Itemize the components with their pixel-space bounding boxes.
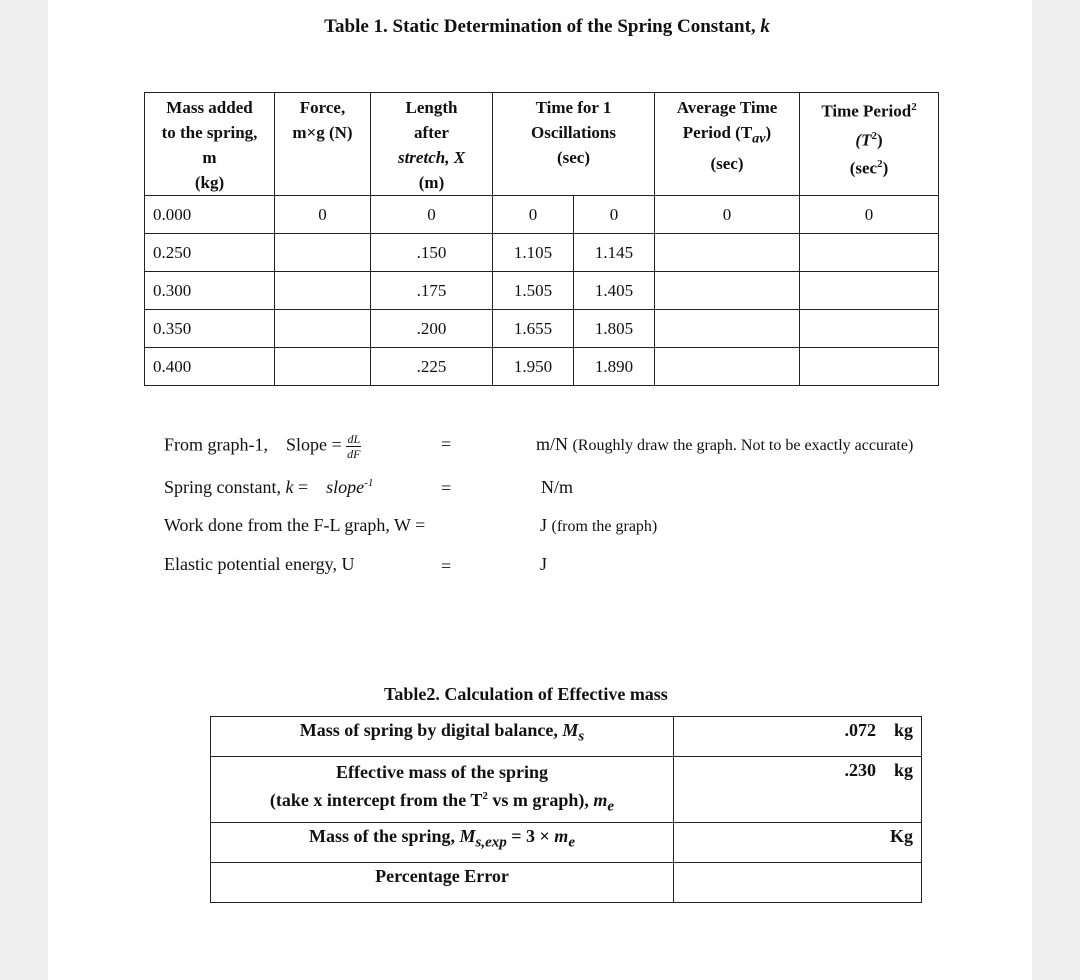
title-variable: k [760,16,770,37]
cell-average [655,234,800,272]
cell-force [275,348,371,386]
header-text: to the spring, [161,123,258,142]
variable: m [554,826,569,846]
effective-mass-table [210,716,922,903]
cell-period [800,234,939,272]
cell-time1: 1.505 [493,272,574,310]
table-row [211,717,922,757]
header-mass [145,93,275,196]
k-equals: = [293,477,313,497]
cell-value [674,757,922,823]
k-variable: k [285,477,294,497]
cell-length: 0 [371,196,493,234]
header-text: (T [855,130,872,150]
header-text: ) [882,158,889,178]
slope-word: Slope = [285,434,342,455]
work-label: Work done from the F-L graph, W = [164,515,426,535]
spring-constant-table [144,92,939,386]
row-label-part: (take x intercept from the T [269,790,483,810]
cell-average [655,310,800,348]
cell-time1: 1.105 [493,234,574,272]
table1-title: Table 1. Static Determination of the Spring Constant, k [324,16,770,37]
table-row [211,863,922,903]
table-row [211,757,922,823]
energy-label: Elastic potential energy, U [164,554,355,574]
header-text: ) [765,123,772,142]
work-note: (from the graph) [551,518,658,535]
cell-length: .200 [371,310,493,348]
k-slope: slope [326,477,365,497]
document-page [48,0,1032,980]
header-force [275,93,371,196]
slope-note: (Roughly draw the graph. Not to be exactly accurate) [572,437,914,454]
cell-label [211,717,674,757]
header-text: (sec) [710,154,744,174]
cell-label [211,823,674,863]
cell-length: .150 [371,234,493,272]
cell-mass: 0.000 [145,196,275,234]
cell-period: 0 [800,196,939,234]
cell-length: .225 [371,348,493,386]
cell-value [674,863,922,903]
row-label: Effective mass of the spring [336,762,548,782]
header-text [800,124,938,153]
superscript: 2 [911,101,917,113]
variable: M [562,720,579,740]
header-text: Period (T [682,123,753,142]
header-text: ) [876,130,883,150]
header-time [493,93,655,196]
header-text: Time Period [821,101,912,121]
row-label [212,784,672,819]
cell-time1: 1.950 [493,348,574,386]
slope-fraction [346,432,361,461]
variable: m [593,790,608,810]
variable: M [459,826,476,846]
cell-period [800,310,939,348]
energy-unit: J [540,554,548,574]
unit: Kg [889,826,913,846]
header-length [371,93,493,196]
header-text: (kg) [194,173,225,192]
subscript: e [607,798,615,815]
header-text: after [414,123,449,142]
header-text: Force, [299,98,346,117]
unit: kg [893,760,913,780]
cell-value [674,717,922,757]
cell-period [800,272,939,310]
header-text [800,152,938,181]
unit: kg [893,720,913,740]
slope-unit-line [536,434,913,455]
cell-length: .175 [371,272,493,310]
cell-force: 0 [275,196,371,234]
cell-label [211,863,674,903]
cell-label [211,757,674,823]
cell-time2: 1.145 [574,234,655,272]
row-label-part: vs m graph), [487,790,594,810]
cell-time1: 0 [493,196,574,234]
header-text [655,120,799,151]
cell-mass: 0.400 [145,348,275,386]
cell-value [674,823,922,863]
row-label: Mass of spring by digital balance, [299,720,563,740]
cell-time1: 1.655 [493,310,574,348]
header-text: (sec) [556,148,591,167]
header-text [800,95,938,124]
k-label: Spring constant, [164,477,281,497]
spring-constant-line [164,477,373,498]
k-unit: N/m [541,477,574,497]
cell-force [275,272,371,310]
subscript: s,exp [475,834,507,851]
row-label-part: = 3 × [506,826,555,846]
table-row [145,196,939,234]
row-label: Percentage Error [375,866,509,886]
work-unit-line [540,515,657,536]
cell-time2: 1.890 [574,348,655,386]
superscript: 2 [482,790,488,802]
header-text: (m) [418,173,445,192]
cell-mass: 0.250 [145,234,275,272]
header-text: stretch, X [397,148,466,167]
table-row [145,348,939,386]
cell-mass: 0.300 [145,272,275,310]
work-unit: J [540,515,548,535]
cell-force [275,310,371,348]
slope-line [164,432,361,461]
table2-title: Table2. Calculation of Effective mass [384,684,668,704]
fraction-numerator: dL [347,432,361,446]
row-label: Mass of the spring, [309,826,460,846]
header-average [655,93,800,196]
slope-unit: m/N [536,434,569,454]
header-text: Mass added [166,98,253,117]
subscript: av [752,130,766,147]
table-row [211,823,922,863]
header-text: Oscillations [530,123,616,142]
header-text: (sec [849,158,878,178]
k-exponent: -1 [364,477,374,489]
table-row [145,234,939,272]
subscript: s [578,728,585,745]
cell-force [275,234,371,272]
cell-time2: 0 [574,196,655,234]
subscript: e [568,834,575,851]
header-text: Time for 1 [535,98,612,117]
cell-time2: 1.405 [574,272,655,310]
table-row [145,272,939,310]
slope-label: From graph-1, [164,434,268,455]
cell-time2: 1.805 [574,310,655,348]
table-header-row [145,93,939,196]
fraction-denominator: dF [347,447,361,461]
cell-average [655,272,800,310]
header-text: Average Time [676,98,778,117]
value: .230 [844,760,876,780]
header-text: m [202,148,217,167]
header-period [800,93,939,196]
energy-equals: = [441,556,452,576]
slope-equals: = [441,434,452,454]
cell-period [800,348,939,386]
header-text: Length [405,98,458,117]
cell-average [655,348,800,386]
superscript: 2 [871,129,877,142]
cell-average: 0 [655,196,800,234]
table-row [145,310,939,348]
cell-mass: 0.350 [145,310,275,348]
superscript: 2 [877,158,883,171]
header-text: m×g (N) [292,123,353,142]
value: .072 [844,720,876,740]
k-equals-sign: = [441,478,452,498]
